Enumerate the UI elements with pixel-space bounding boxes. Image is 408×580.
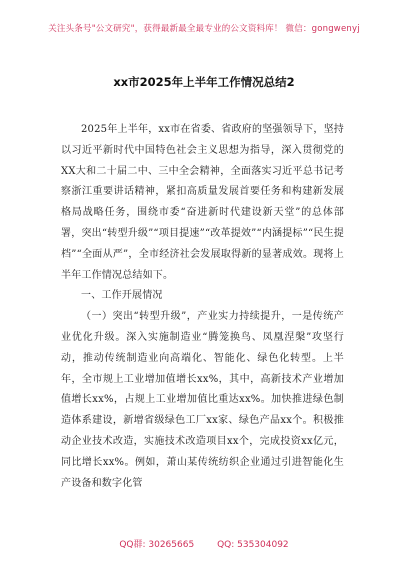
contact-footer — [0, 537, 408, 550]
qq-number: QQ: 535304092 — [217, 540, 289, 550]
promo-banner: 关注头条号"公文研究"，获得最新最全最专业的公文资料库！ 微信：gongwenyj — [48, 24, 360, 34]
section-heading: 一、工作开展情况 — [81, 290, 163, 302]
document-body — [61, 120, 344, 494]
document-title: xx市2025年上半年工作情况总结2 — [113, 75, 295, 89]
qq-group-number: QQ群: 30265665 — [119, 540, 195, 550]
body-paragraph: （一）突出“转型升级”，产业实力持续提升，一是传统产业优化升级。深入实施制造业“腾笼换鸟、凤凰涅槃”攻坚行动，推动传统制造业向高端化、智能化、绿色化转型。上半年，全市规上工业增加值增长xx%，其中，高新技术产业增加值增长xx%，占规上工业增加值比重达xx%。加快推进绿色制造体系建设，新增省级绿色工厂xx家、绿色产品xx个。积极推动企业技术改造，实施技术改造项目xx个，完成投资xx亿元，同比增长xx%。例如，萧山某传统纺织企业通过引进智能化生产设备和数字化管 — [61, 311, 344, 489]
intro-paragraph: 2025年上半年，xx市在省委、省政府的坚强领导下，坚持以习近平新时代中国特色社会主义思想为指导，深入贯彻党的XX大和二十届二中、三中全会精神，全面落实习近平总书记考察浙江重要讲话精神，紧扣高质量发展首要任务和构建新发展格局战略任务，围绕市委“奋进新时代建设新天堂”的总体部署，突出“转型升级”“项目提速”“改革提效”“内涵提标”“民生提档”“全面从严”，全市经济社会发展取得新的显著成效。现将上半年工作情况总结如下。 — [61, 124, 344, 281]
